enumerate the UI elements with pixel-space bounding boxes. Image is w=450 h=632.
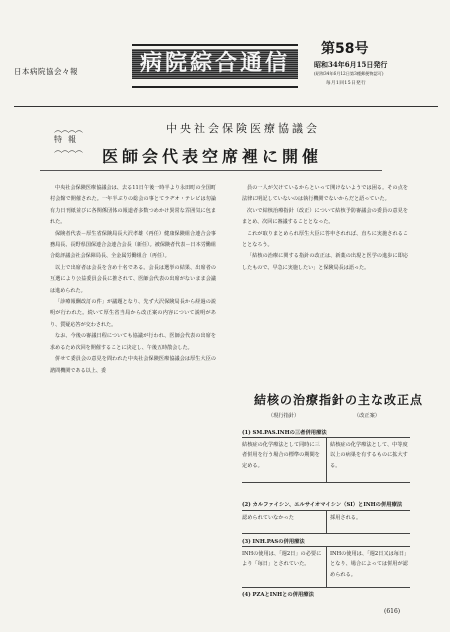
publisher-name: 日本病院協会々報 (14, 67, 78, 76)
publication-date: 昭和34年6月15日発行 (314, 60, 388, 69)
headline-title: 医師会代表空席裡に開催 (102, 147, 323, 166)
masthead-divider (14, 106, 438, 107)
current-text: INHの使用は、「週2日」の必要により「毎日」とされていた。 (242, 551, 322, 568)
title-banner (132, 44, 298, 88)
headline-subtitle: 中央社会保険医療協議会 (166, 122, 320, 135)
special-label: 特報 (54, 135, 82, 144)
table-divider (326, 547, 327, 587)
page-number: (616) (384, 608, 401, 615)
current-label: （現行指針） (268, 413, 300, 419)
revised-text: 結核症の化学療法として、中等度以上の病巣を有するものに拡大する。 (330, 442, 408, 469)
article-right-column (242, 183, 408, 274)
comparison-table (242, 546, 410, 588)
comparison-table (242, 437, 410, 483)
paragraph: 員の一人が欠けているからといって開けないようでは困る。その点を法律に明記していないのは執行機関でないからだと語っていた。 (242, 185, 408, 203)
item-heading: (1) SM.PAS.INHの三者併用療法 (242, 430, 327, 436)
title-box (132, 49, 298, 79)
revised-text: INHの使用は、「週2日又は毎日」となり、場合によっては併用が認められる。 (330, 551, 410, 578)
special-report-label (42, 126, 94, 154)
revised-text: 採用される。 (330, 515, 362, 521)
section-heading: 結核の治療指針の主な改正点 (254, 393, 424, 407)
paragraph: 以上で出席者は会長を含め十名である。会長は選挙の結果、出席者の互選により公益委員会長に推されて、医師会代表の出席がないまま会議は進められた。 (50, 264, 216, 294)
paragraph: 次いで結核治療指針（改正）について結核予防審議会の委員の意見をまとめ、次回に審議することとなった。 (242, 207, 408, 226)
wave-ornament-top: ︵︵︵︵ (54, 125, 82, 134)
issue-number: 第58号 (321, 41, 369, 57)
masthead (14, 38, 436, 100)
mail-authorization: (昭和34年6月12日第3種郵便物認可) (314, 71, 384, 76)
item-heading: (3) INH.PASの併用療法 (242, 539, 305, 545)
item-heading: (2) カルファイシン、エルサイオマイシン（SI）とINHの併用療法 (242, 502, 403, 508)
paragraph: 中央社会保険医療協議会は、去る11日午後一時半より永田町の全国町村会館で開催された。一年半ぶりの総会の事とてラヂオ・テレビは勿論有力日刊紙並びに各関係団体の報道者多数つめかけ異常な雰囲気に包まれた。 (50, 185, 216, 226)
table-divider (326, 438, 327, 482)
paragraph: 「診療報酬改訂の件」が議題となり、先ず大沢保険局長から経過の説明が行われた。続いて厚生省当局から改正案の内容について説明があり、質疑応答が交わされた。 (50, 299, 216, 328)
article-left-column (50, 183, 216, 377)
headline-divider (40, 170, 382, 171)
current-text: 認められていなかった (242, 515, 294, 521)
current-text: 結核症の化学療法として同時に三者併用を行う場合の標準の期間を定める。 (242, 442, 320, 469)
paragraph: 「結核の治療に関する指針の改正は、新薬の出現と医学の進歩に即応したもので、早急に実施したい」と保険局長は語った。 (242, 253, 408, 271)
newsletter-title: 病院綜合通信 (139, 51, 290, 76)
paragraph: 併せて委員会の意見を問われた中央社会保険医療協議会は厚生大臣の諮問機関である以上、委 (50, 356, 216, 374)
publication-frequency: 毎月1回15日発行 (326, 81, 367, 86)
paragraph: これが取りまとめられ厚生大臣に答申されれば、直ちに実施されることとなろう。 (242, 230, 408, 249)
paragraph: なお、今後の審議日程についても協議が行われ、医師会代表の出席を求めるため次回を開催することに決定し、午後五時散会した。 (50, 333, 216, 351)
wave-ornament-bottom: ︵︵︵︵ (54, 145, 82, 154)
revised-label: （改正案） (354, 413, 380, 419)
table-divider (326, 511, 327, 533)
paragraph: 保険者代表－厚生省保険局長大沢孝雄（再任）健康保険組合連合会事務局長、長野県国保連合会連合会長（新任）。被保険者代表－日本労働組合総評議会社会保障局長、全金属労働組合（再任）。 (50, 230, 216, 260)
item-heading: (4) PZAとINHとの併用療法 (242, 592, 314, 598)
comparison-table (242, 510, 410, 534)
